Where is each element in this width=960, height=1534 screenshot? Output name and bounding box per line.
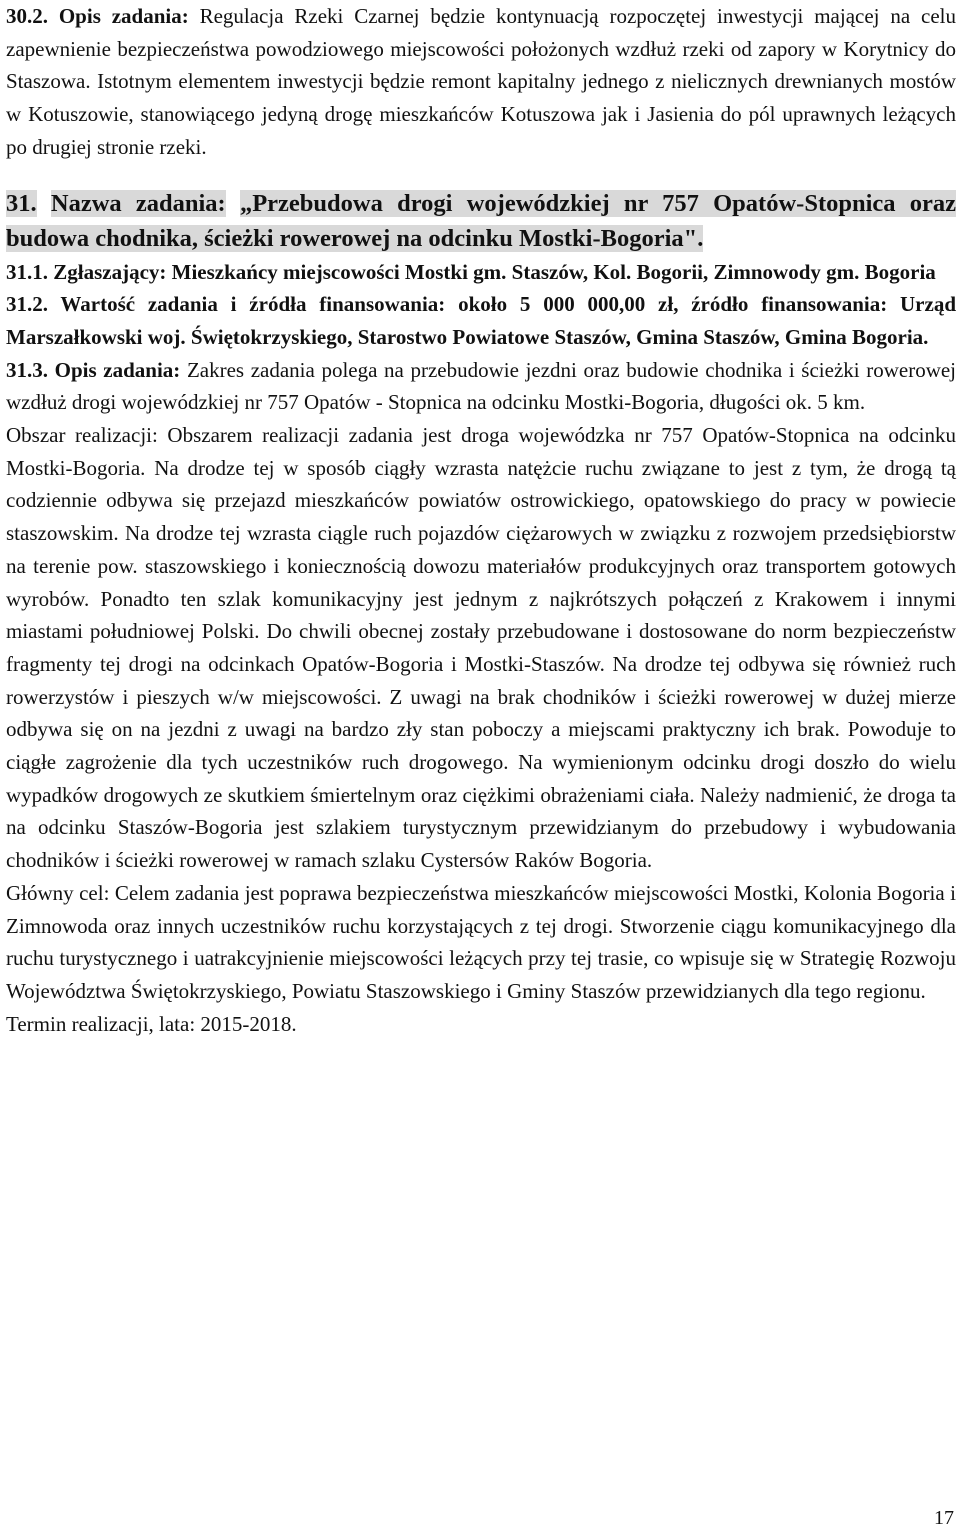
section-30-2-number: 30.2. <box>6 4 48 28</box>
section-31-title: „Przebudowa drogi wojewódzkiej nr 757 Opatów-Stopnica oraz budowa chodnika, ścieżki rowerowej na odcinku Mostki-Bogoria". <box>6 189 957 252</box>
section-31-1 <box>6 256 956 289</box>
section-31-2-label: Wartość zadania i źródła finansowania: <box>60 292 446 317</box>
spacer <box>6 164 956 186</box>
section-31-3-label: Opis zadania: <box>54 357 181 382</box>
obszar-paragraph: Obszar realizacji: Obszarem realizacji zadania jest droga wojewódzka nr 757 Opatów-Stopnica na odcinku Mostki-Bogoria. Na drodze tej w sposób ciągły wzrasta natężcie ruchu związane to jest z tym, że drogą tą codziennie odbywa się przejazd mieszkańców powiatów ostrowickiego, opatowskiego do pracy w powiecie staszowskim. Na drodze tej wzrasta ciągle ruch pojazdów ciężarowych w związku z rozwojem przedsiębiorstw na terenie pow. staszowskiego i koniecznością dowozu materiałów produkcyjnych oraz transportem gotowych wyrobów. Ponadto ten szlak komunikacyjny jest jednym z najkrótszych połączeń z Krakowem i innymi miastami południowej Polski. Do chwili obecnej zostały przebudowane i dostosowane do norm bezpieczeństw fragmenty tej drogi na odcinkach Opatów-Bogoria i Mostki-Staszów. Na drodze tej odbywa się również ruch rowerzystów i pieszych w/w miejscowości. Z uwagi na brak chodników i ścieżki rowerowej w dużej mierze odbywa się on na jezdni z uwagi na bardzo zły stan poboczy a miejscami praktyczny ich brak. Powoduje to ciągłe zagrożenie dla tych uczestników ruch drogowego. Na wymienionym odcinku drogi doszło do wielu wypadków drogowych ze skutkiem śmiertelnym oraz ciężkimi obrażeniami ciała. Należy nadmienić, że droga ta na odcinku Staszów-Bogoria jest szlakiem turystycznym przewidzianym do przebudowy i wybudowania chodników i ścieżki rowerowej w ramach szlaku Cystersów Raków Bogoria. <box>6 423 956 873</box>
termin-paragraph: Termin realizacji, lata: 2015-2018. <box>6 1011 297 1036</box>
section-30-2-label: Opis zadania: <box>58 4 189 28</box>
section-31-label: Nazwa zadania: <box>50 189 226 217</box>
section-31-heading <box>6 186 956 256</box>
section-31-2-text: około 5 000 000,00 zł, źródło finansowania: Urząd Marszałkowski woj. Świętokrzyskiego, Starostwo Powiatowe Staszów, Gmina Staszów, Gmina Bogoria. <box>6 292 957 349</box>
section-31-1-label: Zgłaszający: <box>53 259 167 284</box>
section-31-1-text: Mieszkańcy miejscowości Mostki gm. Staszów, Kol. Bogorii, Zimnowody gm. Bogoria <box>171 259 936 284</box>
section-31-3 <box>6 354 956 419</box>
section-31-3-text: Zakres zadania polega na przebudowie jezdni oraz budowie chodnika i ścieżki rowerowej wzdłuż drogi wojewódzkiej nr 757 Opatów - Stopnica na odcinku Mostki-Bogoria, długości ok. 5 km. <box>6 357 957 415</box>
section-31-number: 31. <box>6 189 37 217</box>
cel-paragraph: Główny cel: Celem zadania jest poprawa bezpieczeństwa mieszkańców miejscowości Mostki, Kolonia Bogoria i Zimnowoda oraz innych uczestników ruchu korzystających z tej drogi. Stworzenie ciągu komunikacyjnego dla ruchu turystycznego i uatrakcyjnienie miejscowości leżących przy tej trasie, co wpisuje się w Strategię Rozwoju Województwa Świętokrzyskiego, Powiatu Staszowskiego i Gminy Staszów przewidzianych dla tego regionu. <box>6 880 956 1003</box>
section-30-2 <box>6 0 956 164</box>
document-page <box>6 0 956 1040</box>
section-31-1-number: 31.1. <box>6 259 48 284</box>
section-31-2-number: 31.2. <box>6 292 48 317</box>
section-30-2-text: Regulacja Rzeki Czarnej będzie kontynuacją rozpoczętej inwestycji mającej na celu zapewnienie bezpieczeństwa powodziowego miejscowości położonych wzdłuż rzeki od zapory w Korytnicy do Staszowa. Istotnym elementem inwestycji będzie remont kapitalny jednego z nielicznych drewnianych mostów w Kotuszowie, stanowiącego jedyną drogę mieszkańców Kotuszowa jak i Jasienia do pól uprawnych leżących po drugiej stronie rzeki. <box>6 4 956 159</box>
page-number: 17 <box>934 1507 954 1529</box>
section-31-2 <box>6 288 956 353</box>
section-31-3-number: 31.3. <box>6 357 48 382</box>
